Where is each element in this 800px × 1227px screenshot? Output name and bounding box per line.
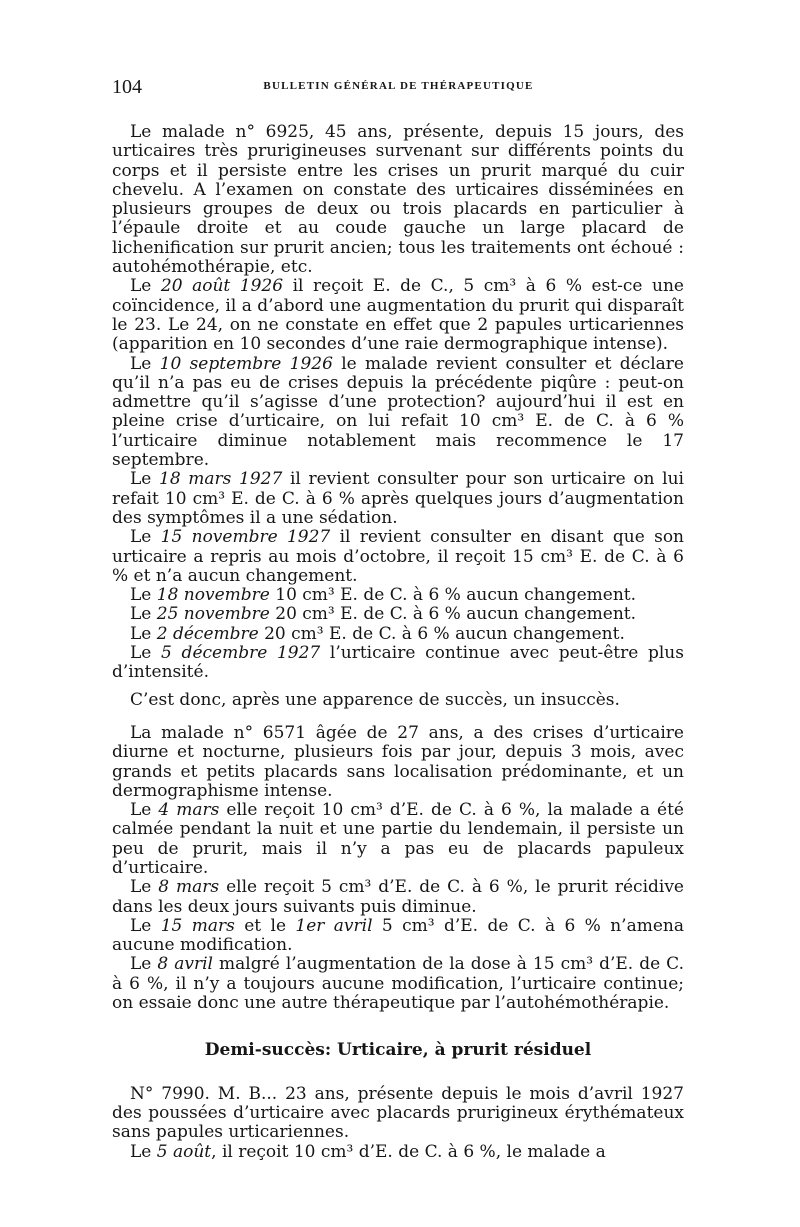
paragraph-5-decembre: Le 5 décembre 1927 l’urticaire continue avec peut-être plus d’intensité. — [112, 643, 684, 683]
paragraph-8-mars: Le 8 mars elle reçoit 5 cm³ d’E. de C. à 6 %, le prurit récidive dans les deux jours suivants puis diminue. — [112, 877, 684, 917]
paragraph-15-novembre: Le 15 novembre 1927 il revient consulter en disant que son urticaire a repris au mois d’octobre, il reçoit 15 cm³ E. de C. à 6 % et n’a aucun changement. — [112, 527, 684, 586]
paragraph-10-septembre: Le 10 septembre 1926 le malade revient consulter et déclare qu’il n’a pas eu de crises depuis la précédente piqûre : peut-on admettre qu’il s’agisse d’une protection? aujourd’hui il est en pleine crise d’urticaire, on lui refait 10 cm³ E. de C. à 6 % l’urticaire diminue notablement mais recommence le 17 septembre. — [112, 353, 684, 471]
body-text — [112, 123, 684, 1162]
paragraph-4-mars: Le 4 mars elle reçoit 10 cm³ d’E. de C. à 6 %, la malade a été calmée pendant la nuit et une partie du lendemain, il persiste un peu de prurit, mais il n’y a pas eu de placards papuleux d’urticaire. — [112, 800, 684, 878]
section-heading: Demi-succès: Urticaire, à prurit résiduel — [204, 1040, 592, 1061]
paragraph-18-novembre: Le 18 novembre 10 cm³ E. de C. à 6 % aucun changement. — [130, 585, 636, 606]
paragraph-case-6571: La malade n° 6571 âgée de 27 ans, a des crises d’urticaire diurne et nocturne, plusieurs fois par jour, depuis 3 mois, avec grands et petits placards sans localisation prédominante, et un dermographisme intense. — [112, 722, 684, 801]
paragraph-5-aout: Le 5 août, il reçoit 10 cm³ d’E. de C. à 6 %, le malade a — [130, 1141, 606, 1162]
running-title: BULLETIN GÉNÉRAL DE THÉRAPEUTIQUE — [263, 80, 534, 92]
paragraph-case-6925: Le malade n° 6925, 45 ans, présente, depuis 15 jours, des urticaires très prurigineuses survenant sur différents points du corps et il persiste entre les crises un prurit marqué du cuir chevelu. A l’examen on constate des urticaires disséminées en plusieurs groupes de deux ou trois placards en particulier à l’épaule droite et au coude gauche un large placard de lichenification sur prurit ancien; tous les traitements ont échoué : autohémothérapie, etc. — [112, 122, 684, 278]
paragraph-conclusion: C’est donc, après une apparence de succès, un insuccès. — [130, 689, 620, 710]
paragraph-18-mars: Le 18 mars 1927 il revient consulter pour son urticaire on lui refait 10 cm³ E. de C. à 6 % après quelques jours d’augmentation des symptômes il a une sédation. — [112, 469, 684, 528]
page-header — [112, 76, 685, 100]
paragraph-25-novembre: Le 25 novembre 20 cm³ E. de C. à 6 % aucun changement. — [130, 604, 636, 625]
paragraph-8-avril: Le 8 avril malgré l’augmentation de la dose à 15 cm³ d’E. de C. à 6 %, il n’y a toujours aucune modification, l’urticaire continue; on essaie donc une autre thérapeutique par l’autohémothérapie. — [112, 954, 684, 1014]
paragraph-2-decembre: Le 2 décembre 20 cm³ E. de C. à 6 % aucun changement. — [130, 623, 625, 644]
paragraph-20-aout: Le 20 août 1926 il reçoit E. de C., 5 cm³ à 6 % est-ce une coïncidence, il a d’abord une augmentation du prurit qui disparaît le 23. Le 24, on ne constate en effet que 2 papules urticariennes (apparition en 10 secondes d’une raie dermographique intense). — [112, 276, 684, 355]
paragraph-15-mars: Le 15 mars et le 1er avril 5 cm³ d’E. de C. à 6 % n’amena aucune modification. — [112, 915, 684, 956]
page-number: 104 — [112, 76, 142, 98]
paragraph-case-7990: N° 7990. M. B... 23 ans, présente depuis le mois d’avril 1927 des poussées d’urticaire avec placards prurigineux érythémateux sans papules urticariennes. — [112, 1083, 684, 1143]
